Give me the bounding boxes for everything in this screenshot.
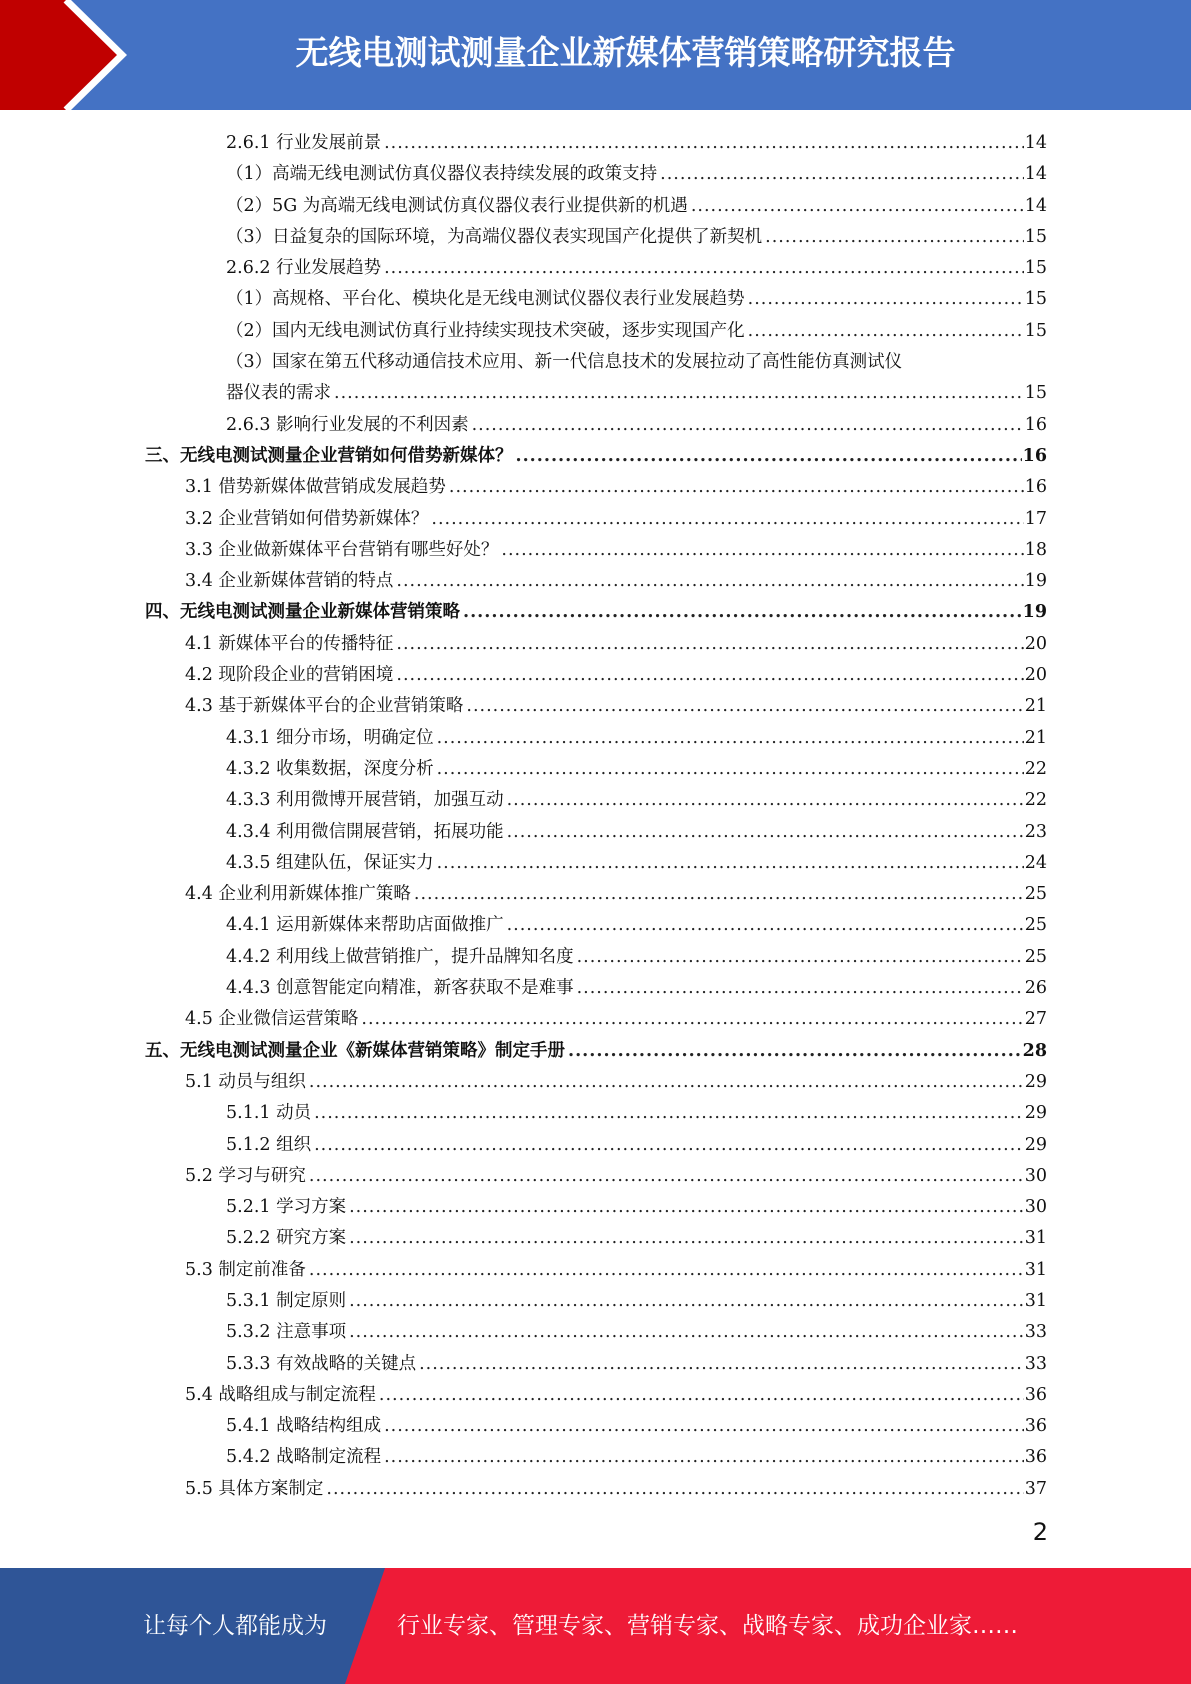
toc-entry-title: 4.3.4 利用微信開展营销，拓展功能 [226, 817, 507, 848]
dot-leader [326, 1474, 1023, 1505]
toc-entry[interactable] [0, 1036, 1047, 1067]
toc-entry[interactable] [0, 1317, 1047, 1348]
toc-entry-page: 29 [1024, 1103, 1047, 1124]
dot-leader [349, 1286, 1024, 1317]
toc-entry-page: 25 [1024, 884, 1047, 905]
toc-entry-page: 25 [1024, 915, 1047, 936]
dot-leader [501, 535, 1023, 566]
toc-entry[interactable] [0, 723, 1047, 754]
toc-entry[interactable] [0, 347, 1047, 378]
dot-leader [463, 597, 1022, 628]
toc-entry[interactable] [0, 1161, 1047, 1192]
toc-entry[interactable] [0, 1004, 1047, 1035]
dot-leader [507, 910, 1024, 941]
dot-leader [472, 410, 1024, 441]
dot-leader [384, 253, 1024, 284]
dot-leader [349, 1223, 1024, 1254]
toc-entry-page: 31 [1024, 1290, 1047, 1311]
dot-leader [516, 441, 1022, 472]
dot-leader [396, 629, 1023, 660]
toc-entry[interactable] [0, 973, 1047, 1004]
toc-entry[interactable] [0, 1411, 1047, 1442]
dot-leader [314, 1098, 1024, 1129]
toc-entry[interactable] [0, 597, 1047, 628]
toc-entry-title: 2.6.2 行业发展趋势 [226, 253, 384, 284]
toc-entry-page: 14 [1024, 164, 1047, 185]
dot-leader [466, 691, 1023, 722]
toc-entry[interactable] [0, 191, 1047, 222]
toc-entry[interactable] [0, 1442, 1047, 1473]
toc-entry-title: 5.4.1 战略结构组成 [226, 1411, 384, 1442]
toc-entry-page: 22 [1024, 790, 1047, 811]
toc-entry-title: 4.3.3 利用微博开展营销，加强互动 [226, 785, 507, 816]
footer-slogan-right: 行业专家、管理专家、营销专家、战略专家、成功企业家…… [397, 1613, 1018, 1639]
toc-entry-page: 20 [1024, 665, 1047, 686]
table-of-contents [0, 128, 1191, 1505]
toc-entry-title: 四、无线电测试测量企业新媒体营销策略 [145, 597, 463, 628]
toc-entry-title: 4.4 企业利用新媒体推广策略 [185, 879, 414, 910]
toc-entry-page: 28 [1022, 1040, 1047, 1061]
toc-entry-page: 33 [1024, 1322, 1047, 1343]
toc-entry-title: 5.5 具体方案制定 [185, 1474, 326, 1505]
toc-entry-page: 21 [1024, 727, 1047, 748]
toc-entry-title: 4.3.2 收集数据，深度分析 [226, 754, 437, 785]
toc-entry-page: 21 [1024, 696, 1047, 717]
toc-entry[interactable] [0, 1474, 1047, 1505]
dot-leader [361, 1004, 1023, 1035]
toc-entry-title: 4.4.1 运用新媒体来帮助店面做推广 [226, 910, 507, 941]
toc-entry-title: 5.3.1 制定原则 [226, 1286, 349, 1317]
toc-entry[interactable] [0, 629, 1047, 660]
toc-entry-page: 14 [1024, 133, 1047, 153]
toc-entry-title: 3.3 企业做新媒体平台营销有哪些好处？ [185, 535, 501, 566]
toc-entry-page: 24 [1024, 852, 1047, 873]
toc-entry-title: （1）高规格、平台化、模块化是无线电测试仪器仪表行业发展趋势 [226, 284, 748, 315]
toc-entry[interactable] [0, 504, 1047, 535]
toc-entry[interactable] [0, 472, 1047, 503]
toc-entry-title: （3）国家在第五代移动通信技术应用、新一代信息技术的发展拉动了高性能仿真测试仪 [226, 347, 905, 378]
toc-entry[interactable] [0, 159, 1047, 190]
toc-entry[interactable] [0, 128, 1047, 159]
dot-leader [507, 817, 1024, 848]
toc-entry[interactable] [0, 660, 1047, 691]
toc-entry-page: 26 [1024, 978, 1047, 999]
dot-leader [660, 159, 1024, 190]
toc-entry-title: 3.4 企业新媒体营销的特点 [185, 566, 396, 597]
toc-entry-page: 23 [1024, 821, 1047, 842]
toc-entry[interactable] [0, 378, 1047, 409]
toc-entry[interactable] [0, 754, 1047, 785]
toc-entry-page: 25 [1024, 946, 1047, 967]
dot-leader [349, 1317, 1024, 1348]
toc-entry[interactable] [0, 848, 1047, 879]
toc-entry-page: 15 [1024, 383, 1047, 404]
toc-entry-title: 4.1 新媒体平台的传播特征 [185, 629, 396, 660]
toc-entry-page: 17 [1024, 508, 1047, 529]
toc-entry-page: 30 [1024, 1197, 1047, 1218]
toc-entry-page: 31 [1024, 1259, 1047, 1280]
toc-entry-title: 5.1.2 组织 [226, 1130, 314, 1161]
toc-entry-title: 4.4.3 创意智能定向精准，新客获取不是难事 [226, 973, 577, 1004]
toc-entry-title: 5.1.1 动员 [226, 1098, 314, 1129]
dot-leader [414, 879, 1024, 910]
toc-entry[interactable] [0, 1223, 1047, 1254]
dot-leader [384, 128, 1024, 159]
toc-entry-title: 4.3.1 细分市场，明确定位 [226, 723, 437, 754]
toc-entry[interactable] [0, 691, 1047, 722]
toc-entry[interactable] [0, 1098, 1047, 1129]
toc-entry-page: 15 [1024, 258, 1047, 279]
dot-leader [568, 1036, 1022, 1067]
dot-leader [577, 942, 1024, 973]
toc-entry[interactable] [0, 1349, 1047, 1380]
toc-entry-page: 14 [1024, 195, 1047, 216]
toc-entry[interactable] [0, 222, 1047, 253]
toc-entry[interactable] [0, 441, 1047, 472]
toc-entry-title: 3.1 借势新媒体做营销成发展趋势 [185, 472, 449, 503]
toc-entry-page: 18 [1024, 539, 1047, 560]
report-title: 无线电测试测量企业新媒体营销策略研究报告 [295, 33, 956, 72]
toc-entry-title: 5.3.3 有效战略的关键点 [226, 1349, 419, 1380]
toc-entry[interactable] [0, 785, 1047, 816]
page-header [0, 0, 1191, 110]
toc-entry-title: （2）5G 为高端无线电测试仿真仪器仪表行业提供新的机遇 [226, 191, 691, 222]
dot-leader [748, 316, 1024, 347]
toc-entry-page: 16 [1022, 445, 1047, 466]
toc-entry-page: 15 [1024, 289, 1047, 310]
dot-leader [437, 848, 1024, 879]
toc-entry-page: 15 [1024, 320, 1047, 341]
dot-leader [431, 504, 1023, 535]
toc-entry[interactable] [0, 535, 1047, 566]
toc-entry[interactable] [0, 253, 1047, 284]
dot-leader [765, 222, 1024, 253]
toc-entry-page: 31 [1024, 1228, 1047, 1249]
dot-leader [349, 1192, 1024, 1223]
toc-entry-page: 27 [1024, 1009, 1047, 1030]
toc-entry-page: 16 [1024, 477, 1047, 498]
dot-leader [437, 723, 1024, 754]
dot-leader [437, 754, 1024, 785]
toc-entry-title: 4.3.5 组建队伍，保证实力 [226, 848, 437, 879]
dot-leader [748, 284, 1024, 315]
toc-entry-title: （3）日益复杂的国际环境，为高端仪器仪表实现国产化提供了新契机 [226, 222, 765, 253]
toc-entry-title: 三、无线电测试测量企业营销如何借势新媒体？ [145, 441, 516, 472]
toc-entry[interactable] [0, 1255, 1047, 1286]
toc-entry-page: 15 [1024, 226, 1047, 247]
dot-leader [314, 1130, 1024, 1161]
page-footer [0, 1568, 1191, 1684]
toc-entry[interactable] [0, 284, 1047, 315]
toc-entry[interactable] [0, 1286, 1047, 1317]
toc-entry-page: 29 [1024, 1071, 1047, 1092]
toc-entry-title: 5.4.2 战略制定流程 [226, 1442, 384, 1473]
toc-entry[interactable] [0, 817, 1047, 848]
toc-entry[interactable] [0, 316, 1047, 347]
toc-entry-title: 2.6.1 行业发展前景 [226, 128, 384, 159]
toc-entry-title: 2.6.3 影响行业发展的不利因素 [226, 410, 472, 441]
footer-slogan-left: 让每个人都能成为 [143, 1613, 327, 1639]
dot-leader [309, 1067, 1024, 1098]
dot-leader [419, 1349, 1024, 1380]
toc-entry-title: 5.2 学习与研究 [185, 1161, 309, 1192]
page-number: 2 [1032, 1518, 1048, 1546]
toc-entry-page: 19 [1022, 602, 1047, 623]
toc-entry-page: 20 [1024, 633, 1047, 654]
toc-entry-title: 4.4.2 利用线上做营销推广，提升品牌知名度 [226, 942, 577, 973]
toc-entry[interactable] [0, 1380, 1047, 1411]
toc-entry-title: 器仪表的需求 [226, 378, 334, 409]
toc-entry-page: 16 [1024, 414, 1047, 435]
dot-leader [449, 472, 1024, 503]
toc-entry-title: 5.3 制定前准备 [185, 1255, 309, 1286]
dot-leader [396, 566, 1023, 597]
toc-entry-page: 36 [1024, 1416, 1047, 1437]
toc-entry-title: （2）国内无线电测试仿真行业持续实现技术突破，逐步实现国产化 [226, 316, 748, 347]
toc-entry-title: 5.2.1 学习方案 [226, 1192, 349, 1223]
toc-entry-page: 30 [1024, 1165, 1047, 1186]
toc-entry-title: 5.1 动员与组织 [185, 1067, 309, 1098]
dot-leader [334, 378, 1024, 409]
toc-entry[interactable] [0, 910, 1047, 941]
toc-entry-page: 29 [1024, 1134, 1047, 1155]
toc-entry-page: 19 [1024, 571, 1047, 592]
toc-entry-title: 5.4 战略组成与制定流程 [185, 1380, 379, 1411]
toc-entry-title: 4.2 现阶段企业的营销困境 [185, 660, 396, 691]
toc-entry-page: 33 [1024, 1353, 1047, 1374]
toc-entry-title: 4.5 企业微信运营策略 [185, 1004, 361, 1035]
toc-entry-title: 3.2 企业营销如何借势新媒体？ [185, 504, 431, 535]
dot-leader [384, 1442, 1024, 1473]
toc-entry-page: 36 [1024, 1384, 1047, 1405]
toc-entry[interactable] [0, 1192, 1047, 1223]
toc-entry-page: 22 [1024, 758, 1047, 779]
toc-entry[interactable] [0, 410, 1047, 441]
dot-leader [384, 1411, 1024, 1442]
toc-entry[interactable] [0, 879, 1047, 910]
toc-entry-page: 36 [1024, 1447, 1047, 1468]
toc-entry-title: （1）高端无线电测试仿真仪器仪表持续发展的政策支持 [226, 159, 660, 190]
dot-leader [309, 1255, 1024, 1286]
dot-leader [379, 1380, 1024, 1411]
toc-entry-title: 4.3 基于新媒体平台的企业营销策略 [185, 691, 466, 722]
toc-entry[interactable] [0, 1130, 1047, 1161]
toc-entry[interactable] [0, 1067, 1047, 1098]
toc-entry-title: 5.2.2 研究方案 [226, 1223, 349, 1254]
toc-entry-page: 37 [1024, 1478, 1047, 1499]
dot-leader [577, 973, 1024, 1004]
toc-entry-title: 5.3.2 注意事项 [226, 1317, 349, 1348]
dot-leader [507, 785, 1024, 816]
dot-leader [396, 660, 1023, 691]
toc-entry[interactable] [0, 942, 1047, 973]
toc-entry[interactable] [0, 566, 1047, 597]
dot-leader [691, 191, 1024, 222]
toc-entry-title: 五、无线电测试测量企业《新媒体营销策略》制定手册 [145, 1036, 568, 1067]
dot-leader [309, 1161, 1024, 1192]
